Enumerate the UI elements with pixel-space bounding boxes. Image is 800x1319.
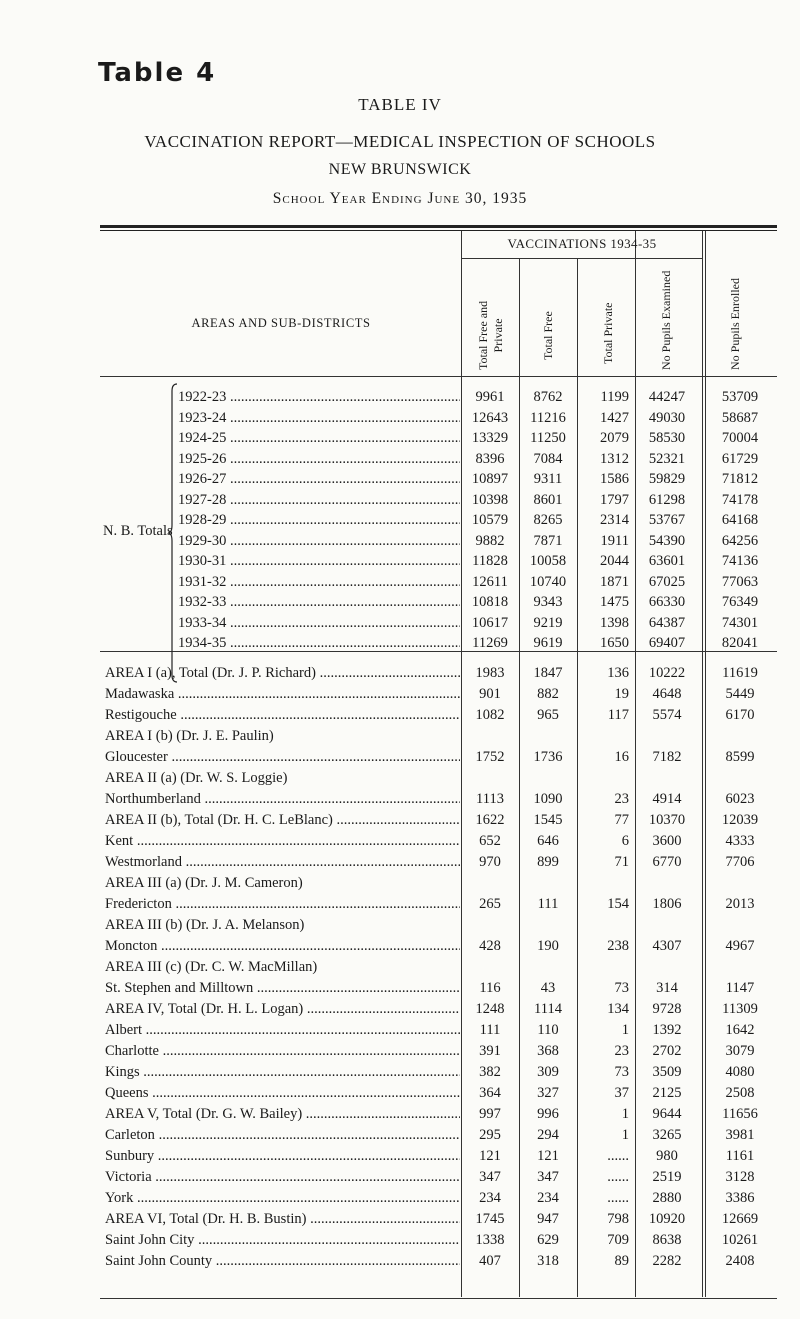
- header-total-free-private: Total Free and Private: [476, 300, 505, 370]
- cell-tf: 9311: [533, 471, 563, 487]
- cell-exam: 64387: [648, 614, 686, 631]
- cell-enr: 76349: [721, 594, 759, 610]
- cell-exam: 3600: [652, 833, 682, 849]
- report-period: School Year Ending June 30, 1935: [272, 190, 528, 207]
- cell-tf: 947: [537, 1211, 559, 1227]
- cell-exam: 4648: [652, 686, 682, 702]
- cell-exam: 69407: [648, 635, 686, 651]
- row-label: York .....: [105, 1188, 460, 1208]
- cell-exam: 7182: [652, 749, 682, 765]
- cell-enr: 53709: [721, 389, 759, 405]
- row-label: AREA II (a) (Dr. W. S. Loggie): [105, 770, 288, 786]
- row-year: 1929-30 .....: [178, 531, 460, 551]
- cell-tf: 1545: [533, 812, 563, 828]
- cell-exam: 1392: [652, 1022, 682, 1038]
- cell-tfp: 11269: [472, 635, 508, 651]
- cell-tfp: 116: [479, 980, 501, 996]
- cell-tf: 11216: [530, 409, 566, 426]
- cell-enr: 64256: [721, 532, 759, 549]
- cell-enr: 74136: [721, 553, 759, 569]
- report-title: VACCINATION REPORT—MEDICAL INSPECTION OF SCHOOLS: [144, 132, 656, 151]
- cell-tf: 899: [537, 854, 559, 870]
- cell-tp: ......: [607, 1190, 629, 1206]
- cell-tf: 11250: [530, 430, 566, 446]
- cell-tp: 16: [614, 749, 629, 765]
- cell-enr: 71812: [721, 471, 759, 487]
- cell-tp: 1871: [600, 573, 629, 590]
- cell-tfp: 10818: [471, 594, 509, 610]
- nb-totals-label: N. B. Totals: [103, 523, 173, 539]
- row-label: Madawaska .....: [105, 684, 460, 704]
- cell-tfp: 12611: [472, 573, 508, 590]
- cell-tfp: 970: [479, 854, 501, 870]
- cell-tf: 111: [537, 896, 559, 912]
- cell-tfp: 111: [479, 1022, 501, 1038]
- cell-tp: 1: [621, 1106, 629, 1122]
- cell-tfp: 1082: [475, 707, 505, 723]
- cell-tp: 1199: [600, 389, 629, 405]
- cell-tf: 10058: [529, 553, 567, 569]
- cell-exam: 6770: [652, 854, 682, 870]
- table-bottom-rule: [100, 1298, 777, 1299]
- cell-tfp: 11828: [472, 553, 508, 569]
- cell-exam: 53767: [648, 512, 686, 528]
- cell-tf: 347: [537, 1169, 559, 1185]
- cell-tf: 629: [537, 1232, 559, 1248]
- row-year: 1928-29 .....: [178, 510, 460, 530]
- cell-tp: 798: [607, 1211, 629, 1227]
- row-year: 1934-35 .....: [178, 633, 460, 653]
- table-top-rule: [100, 225, 777, 228]
- cell-exam: 54390: [648, 532, 686, 549]
- cell-tf: 1114: [534, 1001, 562, 1017]
- cell-enr: 12669: [721, 1211, 759, 1227]
- cell-tp: 2079: [600, 430, 629, 446]
- header-pupils-examined: No Pupils Examined: [659, 270, 673, 370]
- cell-tp: 71: [614, 854, 629, 870]
- cell-tf: 234: [537, 1190, 559, 1206]
- row-label: Gloucester .....: [105, 747, 460, 767]
- cell-exam: 2282: [652, 1253, 682, 1269]
- cell-tfp: 295: [479, 1127, 501, 1143]
- row-year: 1930-31 .....: [178, 551, 460, 571]
- cell-enr: 12039: [721, 812, 759, 828]
- row-label: Victoria .....: [105, 1167, 460, 1187]
- row-label: AREA III (c) (Dr. C. W. MacMillan): [105, 959, 318, 975]
- row-label: AREA I (a), Total (Dr. J. P. Richard) .....: [105, 663, 460, 683]
- cell-tp: 89: [614, 1253, 629, 1269]
- cell-exam: 9644: [652, 1106, 682, 1122]
- cell-enr: 70004: [721, 430, 759, 446]
- cell-enr: 8599: [725, 749, 755, 765]
- row-label: Saint John County .....: [105, 1251, 460, 1271]
- cell-tfp: 9961: [475, 389, 505, 405]
- cell-tfp: 10398: [471, 491, 509, 508]
- cell-exam: 4914: [652, 791, 682, 807]
- row-label: AREA IV, Total (Dr. H. L. Logan) .....: [105, 999, 460, 1019]
- row-label: Kent .....: [105, 831, 460, 851]
- cell-tf: 882: [537, 686, 559, 702]
- cell-tp: 19: [614, 686, 629, 702]
- cell-tp: 1: [621, 1127, 629, 1143]
- cell-tf: 1736: [533, 749, 563, 765]
- cell-tfp: 1745: [475, 1211, 505, 1227]
- row-label: AREA II (b), Total (Dr. H. C. LeBlanc) .....: [105, 810, 460, 830]
- cell-tp: 117: [607, 707, 629, 723]
- cell-enr: 77063: [721, 573, 759, 590]
- cell-tf: 7084: [533, 450, 563, 467]
- cell-tp: 709: [607, 1232, 629, 1248]
- cell-tf: 327: [537, 1085, 559, 1101]
- cell-enr: 1147: [725, 980, 755, 996]
- header-total-free: Total Free: [541, 311, 555, 360]
- header-total-private: Total Private: [601, 302, 615, 364]
- cell-tf: 7871: [533, 532, 563, 549]
- cell-tfp: 997: [479, 1106, 501, 1122]
- cell-tp: 23: [614, 1043, 629, 1059]
- cell-tf: 9619: [533, 635, 563, 651]
- cell-tfp: 1752: [475, 749, 505, 765]
- cell-exam: 2880: [652, 1190, 682, 1206]
- report-region: NEW BRUNSWICK: [328, 161, 472, 178]
- cell-tp: 1: [621, 1022, 629, 1038]
- row-year: 1923-24 .....: [178, 408, 460, 428]
- cell-tfp: 9882: [475, 532, 505, 549]
- cell-tfp: 10617: [471, 614, 509, 631]
- cell-tfp: 10579: [471, 512, 509, 528]
- row-label: Carleton .....: [105, 1125, 460, 1145]
- cell-exam: 2519: [652, 1169, 682, 1185]
- cell-enr: 5449: [725, 686, 755, 702]
- cell-exam: 8638: [652, 1232, 682, 1248]
- cell-enr: 7706: [725, 854, 755, 870]
- table-number: TABLE IV: [358, 95, 442, 114]
- cell-enr: 11656: [722, 1106, 758, 1122]
- cell-tf: 110: [537, 1022, 559, 1038]
- row-year: 1933-34 .....: [178, 613, 460, 633]
- brace-icon: [168, 383, 178, 683]
- row-year: 1931-32 .....: [178, 572, 460, 592]
- cell-tf: 8762: [533, 389, 563, 405]
- cell-enr: 2408: [725, 1253, 755, 1269]
- row-label: Kings .....: [105, 1062, 460, 1082]
- cell-exam: 59829: [648, 471, 686, 487]
- cell-tf: 1847: [533, 665, 563, 681]
- cell-enr: 1642: [725, 1022, 755, 1038]
- table-tag: Table 4: [98, 58, 217, 88]
- cell-exam: 3265: [652, 1127, 682, 1143]
- cell-tfp: 1622: [475, 812, 505, 828]
- cell-tp: 2314: [600, 512, 629, 528]
- cell-exam: 5574: [652, 707, 682, 723]
- cell-tp: 77: [614, 812, 629, 828]
- row-label: Northumberland .....: [105, 789, 460, 809]
- cell-tfp: 901: [479, 686, 501, 702]
- row-label: Restigouche .....: [105, 705, 460, 725]
- cell-tfp: 364: [479, 1085, 501, 1101]
- cell-tf: 121: [537, 1148, 559, 1164]
- cell-enr: 2013: [725, 896, 755, 912]
- cell-exam: 3509: [652, 1064, 682, 1080]
- cell-enr: 11619: [722, 665, 758, 681]
- cell-tp: 1427: [600, 409, 629, 426]
- cell-tp: 1312: [600, 450, 629, 467]
- row-year: 1932-33 .....: [178, 592, 460, 612]
- cell-tfp: 407: [479, 1253, 501, 1269]
- cell-tp: 154: [607, 896, 629, 912]
- cell-tfp: 8396: [475, 450, 505, 467]
- cell-tf: 965: [537, 707, 559, 723]
- cell-exam: 66330: [648, 594, 686, 610]
- cell-tf: 190: [537, 938, 559, 954]
- cell-exam: 10920: [648, 1211, 686, 1227]
- cell-tfp: 391: [479, 1043, 501, 1059]
- row-label: AREA VI, Total (Dr. H. B. Bustin) .....: [105, 1209, 460, 1229]
- row-label: AREA I (b) (Dr. J. E. Paulin): [105, 728, 274, 744]
- cell-tf: 368: [537, 1043, 559, 1059]
- cell-enr: 6170: [725, 707, 755, 723]
- cell-enr: 11309: [722, 1001, 758, 1017]
- cell-exam: 63601: [648, 553, 686, 569]
- cell-enr: 3981: [725, 1127, 755, 1143]
- cell-exam: 980: [656, 1148, 678, 1164]
- cell-enr: 64168: [721, 512, 759, 528]
- row-label: Moncton .....: [105, 936, 460, 956]
- cell-tfp: 121: [479, 1148, 501, 1164]
- row-label: Queens .....: [105, 1083, 460, 1103]
- cell-tp: 1475: [600, 594, 629, 610]
- cell-exam: 61298: [648, 491, 686, 508]
- cell-enr: 58687: [721, 409, 759, 426]
- header-pupils-enrolled: No Pupils Enrolled: [728, 278, 742, 370]
- row-year: 1927-28 .....: [178, 490, 460, 510]
- cell-enr: 3386: [725, 1190, 755, 1206]
- col-rule: [702, 231, 703, 1297]
- cell-tf: 294: [537, 1127, 559, 1143]
- cell-tfp: 428: [479, 938, 501, 954]
- cell-tfp: 347: [479, 1169, 501, 1185]
- cell-tfp: 234: [479, 1190, 501, 1206]
- header-areas: AREAS AND SUB-DISTRICTS: [191, 316, 371, 330]
- row-label: Albert .....: [105, 1020, 460, 1040]
- row-year: 1922-23 .....: [178, 387, 460, 407]
- cell-exam: 314: [656, 980, 678, 996]
- cell-tp: 136: [607, 665, 629, 681]
- cell-tf: 9343: [533, 594, 563, 610]
- row-label: Saint John City .....: [105, 1230, 460, 1250]
- cell-enr: 6023: [725, 791, 755, 807]
- cell-enr: 74178: [721, 491, 759, 508]
- cell-tfp: 12643: [471, 409, 509, 426]
- cell-tf: 318: [537, 1253, 559, 1269]
- cell-tf: 43: [540, 980, 556, 996]
- row-year: 1924-25 .....: [178, 428, 460, 448]
- cell-tf: 996: [537, 1106, 559, 1122]
- cell-tf: 1090: [533, 791, 563, 807]
- row-year: 1926-27 .....: [178, 469, 460, 489]
- cell-enr: 3128: [725, 1169, 755, 1185]
- cell-tf: 309: [537, 1064, 559, 1080]
- cell-tp: 1398: [600, 614, 629, 631]
- row-label: AREA III (b) (Dr. J. A. Melanson): [105, 917, 305, 933]
- cell-enr: 4967: [725, 938, 755, 954]
- cell-tp: 6: [621, 833, 629, 849]
- cell-tp: 73: [614, 1064, 629, 1080]
- cell-enr: 74301: [721, 614, 759, 631]
- row-label: Sunbury .....: [105, 1146, 460, 1166]
- cell-exam: 52321: [648, 450, 686, 467]
- header-vaccinations: VACCINATIONS 1934-35: [507, 236, 657, 251]
- cell-enr: 4080: [725, 1064, 755, 1080]
- cell-exam: 49030: [648, 409, 686, 426]
- cell-tfp: 1113: [476, 791, 504, 807]
- cell-exam: 2702: [652, 1043, 682, 1059]
- cell-tf: 10740: [529, 573, 567, 590]
- cell-exam: 9728: [652, 1001, 682, 1017]
- cell-tfp: 10897: [471, 471, 509, 487]
- cell-tp: 1650: [600, 635, 629, 651]
- cell-enr: 10261: [721, 1232, 759, 1248]
- cell-exam: 58530: [648, 430, 686, 446]
- cell-tfp: 652: [479, 833, 501, 849]
- cell-tp: 73: [614, 980, 629, 996]
- cell-exam: 2125: [652, 1085, 682, 1101]
- cell-exam: 44247: [648, 389, 686, 405]
- cell-tp: 1797: [600, 491, 629, 508]
- cell-tp: 134: [607, 1001, 629, 1017]
- cell-tp: 37: [614, 1085, 629, 1101]
- cell-tfp: 1248: [475, 1001, 505, 1017]
- cell-tp: ......: [607, 1148, 629, 1164]
- row-label: St. Stephen and Milltown .....: [105, 978, 460, 998]
- cell-exam: 67025: [648, 573, 686, 590]
- row-year: 1925-26 .....: [178, 449, 460, 469]
- cell-tp: 1586: [600, 471, 629, 487]
- cell-tfp: 265: [479, 896, 501, 912]
- cell-tp: 1911: [600, 532, 629, 549]
- cell-tp: ......: [607, 1169, 629, 1185]
- cell-tf: 8601: [533, 491, 563, 508]
- row-label: Westmorland .....: [105, 852, 460, 872]
- cell-enr: 1161: [725, 1148, 755, 1164]
- cell-enr: 82041: [721, 635, 759, 651]
- row-label: AREA III (a) (Dr. J. M. Cameron): [105, 875, 303, 891]
- cell-tf: 8265: [533, 512, 563, 528]
- row-label: Charlotte .....: [105, 1041, 460, 1061]
- cell-tfp: 1983: [475, 665, 505, 681]
- cell-exam: 1806: [652, 896, 682, 912]
- row-label: AREA V, Total (Dr. G. W. Bailey) .....: [105, 1104, 460, 1124]
- row-label: Fredericton .....: [105, 894, 460, 914]
- cell-exam: 10222: [648, 665, 686, 681]
- cell-enr: 3079: [725, 1043, 755, 1059]
- cell-tfp: 13329: [471, 430, 509, 446]
- cell-tf: 646: [537, 833, 559, 849]
- cell-exam: 10370: [648, 812, 686, 828]
- cell-tp: 23: [614, 791, 629, 807]
- cell-enr: 4333: [725, 833, 755, 849]
- cell-tf: 9219: [533, 614, 563, 631]
- table-top-rule-thin: [100, 230, 777, 231]
- cell-exam: 4307: [652, 938, 682, 954]
- header-bottom-rule: [100, 376, 777, 377]
- cell-enr: 2508: [725, 1085, 755, 1101]
- vacc-group-rule: [462, 258, 702, 259]
- cell-tp: 238: [607, 938, 629, 954]
- cell-tfp: 1338: [475, 1232, 505, 1248]
- cell-enr: 61729: [721, 450, 759, 467]
- cell-tfp: 382: [479, 1064, 501, 1080]
- cell-tp: 2044: [600, 553, 629, 569]
